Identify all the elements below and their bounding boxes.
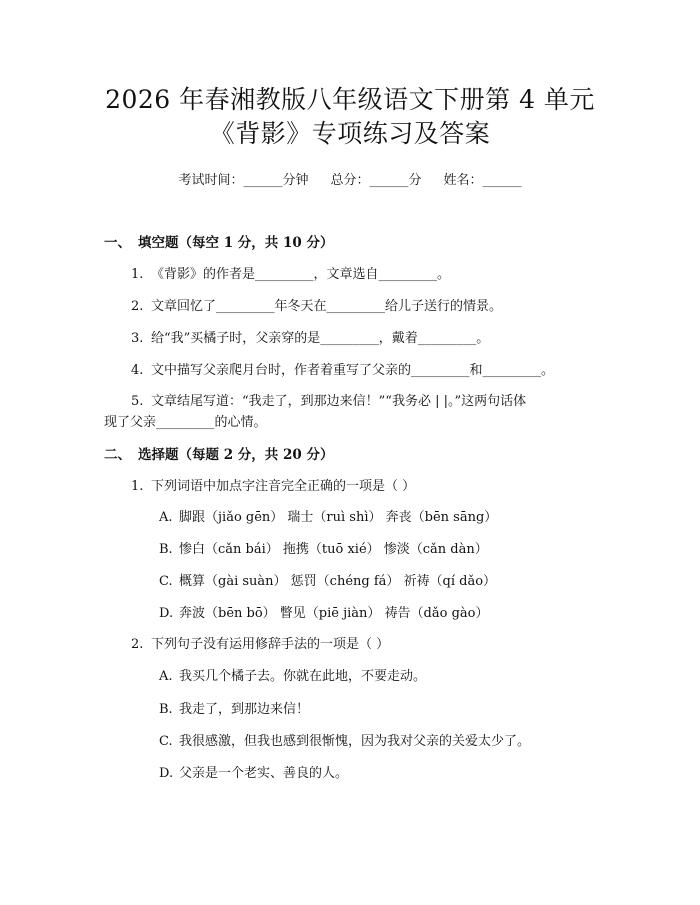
question-number: 5.	[131, 394, 144, 409]
exam-info-line	[0, 169, 700, 188]
answer-option	[159, 538, 488, 557]
option-text: 父亲是一个老实、善良的人。	[179, 766, 349, 781]
question-number: 2.	[131, 637, 144, 652]
option-letter: A.	[159, 669, 173, 684]
section-heading-fill-in	[104, 231, 333, 251]
option-text: 我买几个橘子去。你就在此地，不要走动。	[179, 669, 427, 684]
question-item	[131, 327, 489, 346]
question-number: 1.	[131, 479, 144, 494]
answer-option	[159, 506, 497, 525]
option-text: 我很感激，但我也感到很惭愧，因为我对父亲的关爱太少了。	[179, 734, 531, 749]
question-text: 给“我”买橘子时，父亲穿的是_________，戴着_________。	[151, 331, 490, 346]
question-continuation: 现了父亲_________的心情。	[104, 415, 267, 430]
answer-option	[159, 665, 426, 684]
option-letter: B.	[159, 542, 173, 557]
page-subtitle: 《背影》专项练习及答案	[209, 119, 491, 148]
question-text: 文章回忆了_________年冬天在_________给儿子送行的情景。	[151, 299, 503, 314]
question-text: 下列句子没有运用修辞手法的一项是（ ）	[151, 637, 390, 652]
question-number: 4.	[131, 363, 144, 378]
option-letter: D.	[159, 606, 174, 621]
option-text: 奔波（bēn bō） 瞥见（piē jiàn） 祷告（dǎo gào）	[179, 606, 489, 621]
answer-option	[159, 762, 348, 781]
option-letter: A.	[159, 510, 173, 525]
question-item	[131, 359, 554, 378]
section-number: 二、	[104, 447, 131, 463]
option-letter: C.	[159, 734, 173, 749]
total-score: 总分：______分	[330, 173, 422, 188]
option-text: 我走了，到那边来信！	[179, 702, 310, 717]
option-text: 概算（gài suàn） 惩罚（chéng fá） 祈祷（qí dǎo）	[179, 574, 497, 589]
section-number: 一、	[104, 235, 131, 251]
section-label: 选择题（每题 2 分，共 20 分）	[138, 447, 334, 463]
question-text: 文章结尾写道：“我走了，到那边来信！”“我务必 | |。”这两句话体	[151, 394, 527, 409]
question-item	[131, 263, 450, 282]
option-letter: B.	[159, 702, 173, 717]
question-item	[131, 475, 415, 494]
option-letter: C.	[159, 574, 173, 589]
question-text: 《背影》的作者是_________，文章选自_________。	[151, 267, 451, 282]
answer-option	[159, 730, 530, 749]
question-item	[131, 633, 389, 652]
answer-option	[159, 698, 309, 717]
question-item	[131, 390, 526, 409]
question-number: 1.	[131, 267, 144, 282]
option-text: 惨白（cǎn bái） 拖携（tuō xié） 惨淡（cǎn dàn）	[179, 542, 488, 557]
option-letter: D.	[159, 766, 174, 781]
student-name: 姓名：______	[443, 173, 522, 188]
section-label: 填空题（每空 1 分，共 10 分）	[138, 235, 334, 251]
question-text: 文中描写父亲爬月台时，作者着重写了父亲的_________和_________。	[151, 363, 555, 378]
page-title: 2026 年春湘教版八年级语文下册第 4 单元	[105, 85, 595, 114]
exam-time: 考试时间：______分钟	[178, 173, 309, 188]
answer-option	[159, 570, 496, 589]
option-text: 脚跟（jiǎo gēn） 瑞士（ruì shì） 奔丧（bēn sāng）	[179, 510, 498, 525]
question-number: 2.	[131, 299, 144, 314]
question-text: 下列词语中加点字注音完全正确的一项是（ ）	[151, 479, 416, 494]
answer-option	[159, 602, 488, 621]
section-heading-multiple-choice	[104, 443, 333, 463]
question-item	[131, 295, 502, 314]
question-number: 3.	[131, 331, 144, 346]
